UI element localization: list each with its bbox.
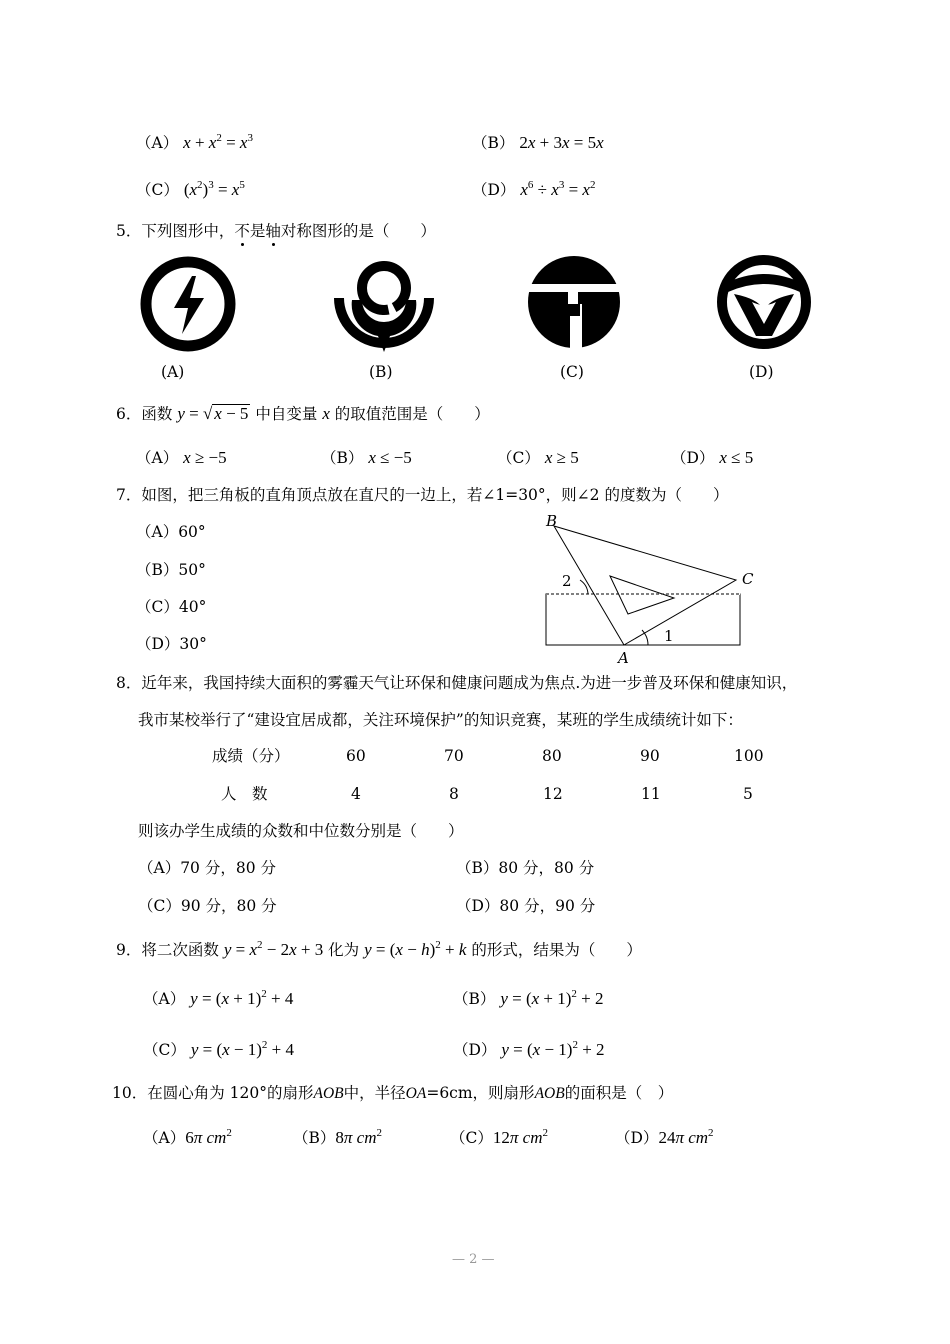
q10-b-unit: cm — [356, 1128, 377, 1147]
q10-sector-2: AOB — [534, 1085, 565, 1102]
q6-option-b: （B） x ≤ −5 — [321, 448, 412, 467]
q6-pre: 6．函数 — [116, 405, 173, 423]
q7-angle-1: 1 — [664, 627, 674, 645]
q6-d-val: 5 — [744, 448, 754, 467]
q6-b-rel: ≤ — [380, 448, 390, 467]
q5-stem-pre: 5．下列图形中， — [116, 222, 235, 240]
q5-label-c: (C) — [560, 363, 584, 381]
q8-table-score: 80 — [542, 747, 562, 765]
q10-c-label: （C） — [450, 1129, 493, 1147]
q6-b-val: −5 — [393, 448, 412, 467]
q5-stem-mid: 是 — [249, 222, 266, 240]
q7-label-b: B — [546, 512, 558, 530]
q5-stem-post: 对称图形的是（ ） — [280, 222, 436, 240]
q8-table-score: 90 — [640, 747, 660, 765]
q8-table-score: 60 — [346, 747, 366, 765]
q9-option-c: （C） $y = (x - 1)^2 + 4$ — [143, 1039, 294, 1059]
q6-b-label: （B） — [321, 449, 364, 467]
q9-option-a: （A） $y = (x + 1)^2 + 4$ — [143, 988, 294, 1008]
q6-post2: 的取值范围是（ ） — [334, 405, 490, 423]
q4-d-label: （D） — [472, 181, 516, 199]
q8-question: 则该办学生成绩的众数和中位数分别是（ ） — [138, 822, 464, 840]
q6-a-label: （A） — [136, 449, 179, 467]
q9-option-d: （D） $y = (x - 1)^2 + 2$ — [453, 1039, 605, 1059]
q8-table-count: 5 — [743, 785, 753, 803]
q8-table-row1-head: 成绩（分） — [212, 747, 290, 765]
q5-figure-a-lightning-icon — [138, 256, 238, 352]
q10-a-label: （A） — [143, 1129, 186, 1147]
q5-figure-b-ring-bowl-icon — [330, 256, 438, 356]
q10-b-num: 8 — [335, 1128, 344, 1147]
q8-option-a: （A）70 分，80 分 — [138, 859, 276, 877]
q8-option-d: （D）80 分，90 分 — [456, 897, 596, 915]
q4-a-label: （A） — [136, 134, 179, 152]
q10-d-label: （D） — [615, 1129, 659, 1147]
q10-sector-1: AOB — [313, 1085, 344, 1102]
q9-c-label: （C） — [143, 1041, 186, 1059]
q10-post: 的面积是（ ） — [564, 1084, 674, 1102]
q6-option-a: （A） x ≥ −5 — [136, 448, 227, 467]
page-number: — 2 — — [452, 1252, 495, 1267]
q5-emphasis-1: 不 — [234, 222, 250, 240]
q6-d-rel: ≤ — [731, 448, 741, 467]
q6-post: 中自变量 — [255, 405, 318, 423]
q7-option-a: （A）60° — [136, 523, 206, 541]
q8-table-count: 8 — [449, 785, 459, 803]
q6-d-label: （D） — [671, 449, 715, 467]
q5-figure-c-split-circle-icon — [526, 254, 622, 350]
q6-a-rel: ≥ — [194, 448, 205, 467]
q10-c-num: 12 — [492, 1128, 510, 1147]
q5-emphasis-2: 轴 — [265, 222, 281, 240]
q10-stem — [112, 1083, 673, 1104]
q10-d-num: 24 — [658, 1128, 676, 1147]
q6-stem: 6．函数 y = √ x − 5 中自变量 x 的取值范围是（ ） — [116, 404, 490, 423]
q8-table-row2-head: 人 数 — [221, 785, 268, 803]
q9-post: 的形式，结果为（ ） — [471, 941, 642, 959]
q5-label-b: (B) — [369, 363, 393, 381]
q10-b-label: （B） — [293, 1129, 336, 1147]
q7-label-a: A — [618, 649, 629, 667]
q4-c-label: （C） — [136, 181, 179, 199]
q7-option-c: （C）40° — [136, 598, 207, 616]
q8-table-count: 4 — [351, 785, 361, 803]
q6-option-d: （D） x ≤ 5 — [671, 448, 754, 467]
q9-stem: 9．将二次函数 $y = x^2 - 2x + 3$ 化为 $y = (x - h)^2 + k$ 的形式，结果为（ ） — [116, 939, 642, 959]
q6-option-c: （C） x ≥ 5 — [497, 448, 579, 467]
q8-table-score: 70 — [444, 747, 464, 765]
q10-option-b: （B）8π $cm^2$ — [293, 1127, 382, 1147]
q10-option-a: （A）6π $cm^2$ — [143, 1127, 232, 1147]
q5-stem — [116, 221, 436, 241]
q10-c-unit: cm — [522, 1128, 543, 1147]
q8-line-1: 8．近年来，我国持续大面积的雾霾天气让环保和健康问题成为焦点.为进一步普及环保和健康知识， — [116, 674, 798, 692]
q9-a-label: （A） — [143, 990, 186, 1008]
q4-option-a: （A） $x + x^2 = x^3$ — [136, 132, 253, 152]
q6-c-val: 5 — [570, 448, 579, 467]
q9-b-label: （B） — [453, 990, 496, 1008]
q9-option-b: （B） $y = (x + 1)^2 + 2$ — [453, 988, 604, 1008]
q4-option-d: （D） $x^6 \div x^3 = x^2$ — [472, 179, 596, 199]
q7-angle-2: 2 — [562, 572, 572, 590]
q9-d-label: （D） — [453, 1041, 497, 1059]
q7-option-b: （B）50° — [136, 561, 206, 579]
q7-stem: 7．如图，把三角板的直角顶点放在直尺的一边上，若∠1=30°，则∠2 的度数为（ ） — [116, 486, 729, 504]
q5-label-a: (A) — [161, 363, 185, 381]
q7-label-c: C — [742, 570, 754, 588]
q10-d-unit: cm — [688, 1128, 709, 1147]
q10-option-c: （C）12π $cm^2$ — [450, 1127, 548, 1147]
q4-option-c: （C） $(x^2)^3 = x^5$ — [136, 179, 245, 199]
q9-mid: 化为 — [328, 941, 360, 959]
q4-option-b: （B） 2x + 3x = 5x — [472, 133, 604, 152]
q8-table-count: 11 — [641, 785, 661, 803]
q5-label-d: (D) — [749, 363, 774, 381]
q5-figure-d-v-circle-icon — [714, 254, 814, 350]
q7-option-d: （D）30° — [136, 635, 207, 653]
q10-option-d: （D）24π $cm^2$ — [615, 1127, 714, 1147]
q9-pre: 9．将二次函数 — [116, 941, 219, 959]
q10-mid: 中，半径 — [343, 1084, 406, 1102]
q6-a-val: −5 — [208, 448, 227, 467]
q10-mid2: =6cm，则扇形 — [426, 1084, 535, 1102]
q8-option-b: （B）80 分，80 分 — [456, 859, 595, 877]
q10-pre: 10．在圆心角为 120°的扇形 — [112, 1084, 314, 1102]
q6-c-label: （C） — [497, 449, 540, 467]
q4-b-label: （B） — [472, 134, 515, 152]
q8-table-count: 12 — [543, 785, 563, 803]
q6-c-rel: ≥ — [556, 448, 566, 467]
q7-figure-triangle-ruler — [540, 512, 770, 668]
q10-a-num: 6 — [185, 1128, 194, 1147]
q8-option-c: （C）90 分，80 分 — [138, 897, 277, 915]
q8-line-2: 我市某校举行了“建设宜居成都，关注环境保护”的知识竞赛，某班的学生成绩统计如下： — [138, 711, 743, 729]
q8-table-score: 100 — [734, 747, 764, 765]
q10-oa: OA — [405, 1085, 427, 1102]
q10-a-unit: cm — [206, 1128, 227, 1147]
